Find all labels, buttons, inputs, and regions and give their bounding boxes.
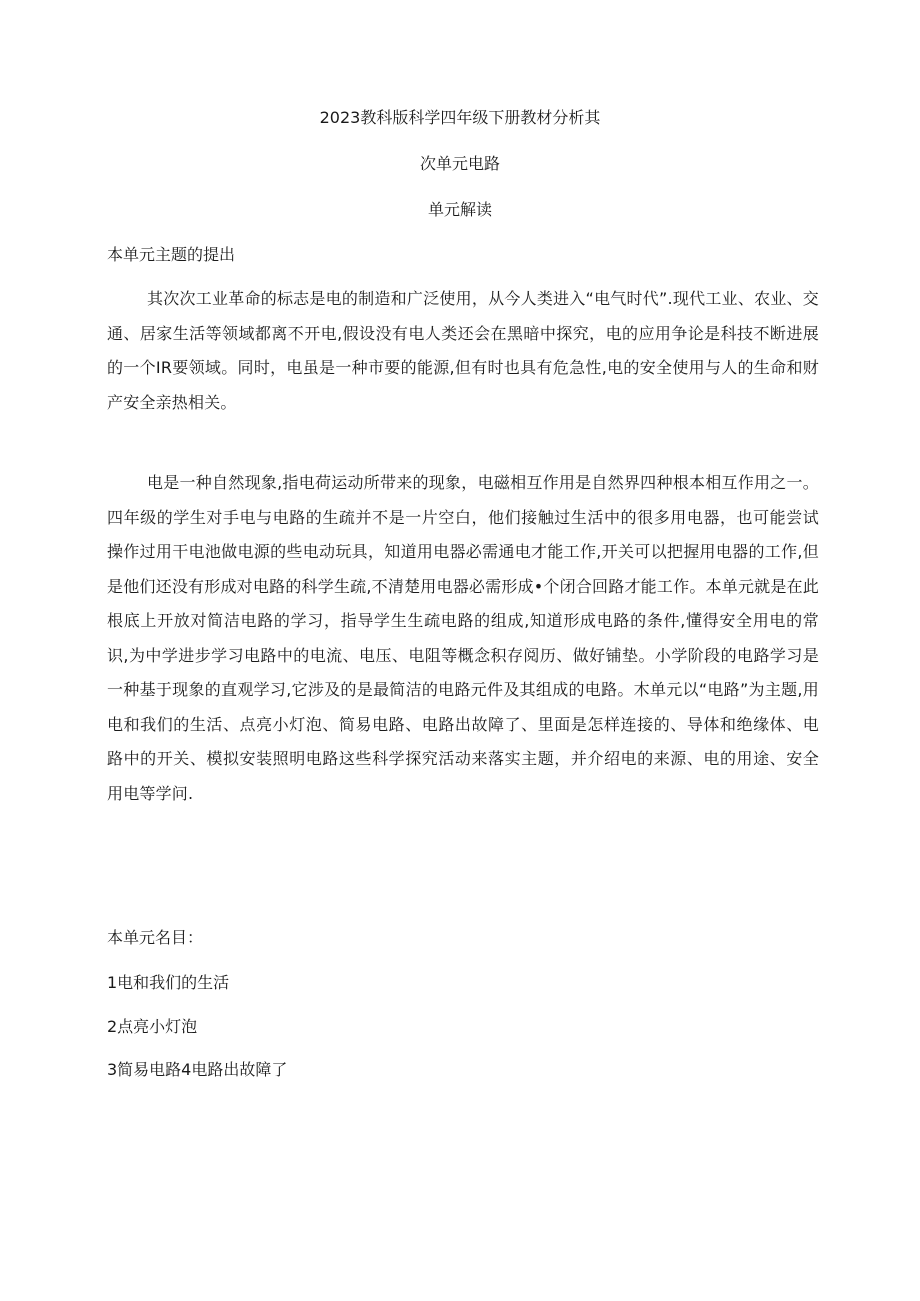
- document-subtitle: 次单元电路: [419, 154, 500, 173]
- toc-heading: 本单元名目：: [107, 928, 204, 947]
- toc-item: 3简易电路4电路出故障了: [107, 1060, 288, 1079]
- paragraph-1: 其次次工业革命的标志是电的制造和广泛使用，从今人类进入“电气时代”.现代工业、农业、交通、居家生活等领域都离不开电,假设没有电人类还会在黑暗中探究，电的应用争论是科技不断进展的一个IR要领域。同时，电虽是一种市要的能源,但有时也具有危急性,电的安全使用与人的生命和财产安全亲热相关。: [107, 289, 819, 412]
- section-title: 单元解读: [427, 200, 492, 219]
- toc-item: 1电和我们的生活: [107, 973, 230, 992]
- paragraph-2: 电是一种自然现象,指电荷运动所带来的现象，电磁相互作用是自然界四种根本相互作用之一。四年级的学生对手电与电路的生疏并不是一片空白，他们接触过生活中的很多用电器，也可能尝试操作过用干电池做电源的些电动玩具，知道用电器必需通电才能工作,开关可以把握用电器的工作,但是他们还没有形成对电路的科学生疏,不清楚用电器必需形成•个闭合回路才能工作。本单元就是在此根底上开放对简洁电路的学习，指导学生生疏电路的组成,知道形成电路的条件,懂得安全用电的常识,为中学进步学习电路中的电流、电压、电阻等概念积存阅历、做好铺垫。小学阶段的电路学习是一种基于现象的直观学习,它涉及的是最简洁的电路元件及其组成的电路。木单元以“电路”为主题,用电和我们的生活、点亮小灯泡、简易电路、电路出故障了、里面是怎样连接的、导体和绝缘体、电路中的开关、模拟安装照明电路这些科学探究活动来落实主题，并介绍电的来源、电的用途、安全用电等学问.: [107, 473, 819, 803]
- section-heading: 本单元主题的提出: [107, 245, 236, 264]
- document-title: 2023教科版科学四年级下册教材分析其: [319, 108, 601, 127]
- toc-item: 2点亮小灯泡: [107, 1017, 198, 1036]
